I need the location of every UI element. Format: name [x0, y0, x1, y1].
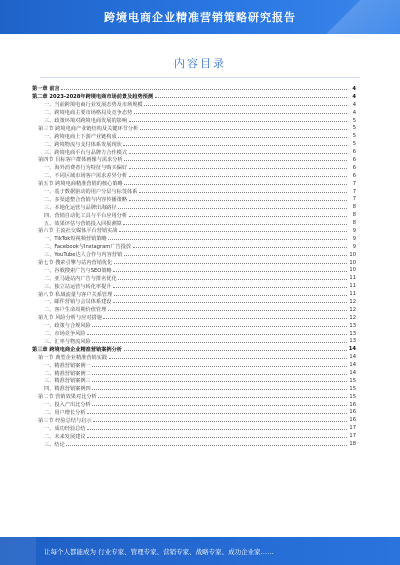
- toc-entry-label: 一、谷歌搜索广告与SEO策略: [44, 267, 112, 274]
- toc-leader-dots: [92, 389, 346, 390]
- toc-entry-label: 五、效果评估与营销投入回报测算: [44, 220, 122, 227]
- toc-entry-page: 5: [352, 141, 356, 148]
- toc-leader-dots: [155, 97, 347, 98]
- toc-entry[interactable]: [32, 211, 356, 219]
- toc-entry-page: 6: [352, 149, 356, 156]
- toc-entry[interactable]: [32, 282, 356, 290]
- toc-entry-page: 12: [349, 314, 356, 321]
- toc-entry[interactable]: [32, 322, 356, 330]
- toc-leader-dots: [124, 350, 347, 351]
- toc-entry[interactable]: [32, 345, 356, 353]
- toc-entry[interactable]: [32, 156, 356, 164]
- toc-leader-dots: [92, 342, 346, 343]
- toc-entry-page: 15: [349, 385, 356, 392]
- toc-entry-page: 17: [349, 425, 356, 432]
- toc-leader-dots: [124, 184, 346, 185]
- toc-leader-dots: [124, 160, 346, 161]
- toc-entry-page: 8: [352, 212, 356, 219]
- toc-entry-page: 5: [352, 133, 356, 140]
- toc-entry[interactable]: [32, 251, 356, 259]
- toc-entry-page: 6: [352, 164, 356, 171]
- toc-entry[interactable]: [32, 298, 356, 306]
- toc-leader-dots: [113, 271, 346, 272]
- toc-entry[interactable]: [32, 243, 356, 251]
- toc-leader-dots: [92, 381, 346, 382]
- toc-entry-label: 三、独立站运营与转化率提升: [44, 283, 112, 290]
- toc-leader-dots: [134, 113, 347, 114]
- toc-entry-page: 4: [352, 109, 356, 116]
- toc-leader-dots: [123, 224, 346, 225]
- toc-entry[interactable]: [32, 140, 356, 148]
- toc-entry[interactable]: [32, 393, 356, 401]
- toc-entry[interactable]: [32, 93, 356, 101]
- toc-entry-label: 一、当前跨境电商行业发展态势及市场规模: [44, 102, 143, 109]
- toc-entry-page: 10: [349, 251, 356, 258]
- toc-entry-label: 第八节 私域流量与客户关系管理: [38, 291, 113, 298]
- footer-accent: [0, 537, 36, 565]
- toc-entry-label: 第二节 营销效果对比分析: [38, 394, 97, 401]
- toc-leader-dots: [87, 429, 346, 430]
- toc-entry-label: 二、跨境物流与支付体系发展现状: [44, 141, 122, 148]
- toc-entry-page: 15: [349, 377, 356, 384]
- toc-entry-label: 第三节 跨境电商产业链结构及关键环节分析: [38, 125, 139, 132]
- toc-leader-dots: [109, 358, 347, 359]
- toc-entry[interactable]: [32, 235, 356, 243]
- toc-entry-label: 一、TikTok短视频营销策略: [44, 236, 107, 243]
- toc-entry-label: 二、Facebook与Instagram广告投放: [44, 244, 132, 251]
- toc-leader-dots: [129, 216, 347, 217]
- toc-entry[interactable]: [32, 314, 356, 322]
- toc-entry-label: 二、跨境电商主要市场格局及竞争态势: [44, 110, 133, 117]
- toc-leader-dots: [129, 176, 347, 177]
- toc-entry-label: 第三章 跨境电商企业精准营销案例分析: [32, 346, 122, 353]
- toc-entry[interactable]: [32, 416, 356, 424]
- toc-leader-dots: [124, 255, 347, 256]
- toc-entry[interactable]: [32, 330, 356, 338]
- toc-entry-label: 三、跨境电商平台与品牌方合作模式: [44, 149, 128, 156]
- page-footer: [0, 537, 400, 565]
- toc-entry[interactable]: [32, 219, 356, 227]
- toc-entry-page: 16: [349, 409, 356, 416]
- toc-leader-dots: [123, 145, 346, 146]
- toc-entry[interactable]: [32, 180, 356, 188]
- toc-entry-page: 9: [352, 235, 356, 242]
- toc-entry-page: 7: [352, 196, 356, 203]
- toc-leader-dots: [113, 302, 347, 303]
- toc-entry-page: 13: [349, 330, 356, 337]
- toc-entry-page: 14: [349, 370, 356, 376]
- toc-entry[interactable]: [32, 172, 356, 180]
- toc-entry-page: 14: [348, 346, 356, 353]
- toc-entry[interactable]: [32, 385, 356, 393]
- toc-entry[interactable]: [32, 424, 356, 432]
- toc-entry-page: 13: [349, 338, 356, 345]
- toc-leader-dots: [144, 105, 346, 106]
- toc-leader-dots: [129, 200, 347, 201]
- toc-entry-page: 15: [349, 393, 356, 400]
- toc-entry-page: 16: [349, 401, 356, 408]
- toc-entry-label: 三、精准营销案例三: [44, 378, 91, 385]
- toc-leader-dots: [113, 287, 347, 288]
- toc-entry-page: 18: [349, 441, 356, 448]
- toc-entry-label: 三、结论: [44, 441, 65, 448]
- toc-entry[interactable]: [32, 203, 356, 211]
- toc-entry-label: 二、精准营销案例二: [44, 370, 91, 377]
- table-of-contents: [32, 85, 356, 448]
- toc-leader-dots: [140, 129, 347, 130]
- toc-entry[interactable]: [32, 124, 356, 132]
- toc-entry-page: 10: [349, 259, 356, 266]
- toc-leader-dots: [114, 295, 347, 296]
- toc-entry-page: 11: [349, 291, 356, 298]
- footer-slogan: 让每个人都能成为 行业专家、管理专家、营销专家、战略专家、成功企业家……: [44, 548, 274, 556]
- toc-entry[interactable]: [32, 259, 356, 267]
- toc-entry-label: 第四节 目标客户群体画像与需求分析: [38, 157, 123, 164]
- toc-entry-page: 14: [349, 362, 356, 369]
- toc-leader-dots: [98, 397, 346, 398]
- toc-heading: 内容目录: [174, 57, 226, 70]
- toc-leader-dots: [103, 318, 346, 319]
- toc-entry-label: 第九节 风险分析与应对措施: [38, 315, 102, 322]
- toc-leader-dots: [118, 208, 346, 209]
- toc-entry-label: 一、基于数据驱动的用户分层与标签体系: [44, 189, 138, 196]
- toc-leader-dots: [93, 421, 346, 422]
- toc-entry-label: 一、邮件营销与会员体系建设: [44, 299, 112, 306]
- toc-leader-dots: [108, 310, 347, 311]
- toc-entry-page: 4: [352, 101, 356, 108]
- toc-entry[interactable]: [32, 85, 356, 93]
- toc-entry[interactable]: [32, 188, 356, 196]
- toc-leader-dots: [92, 366, 346, 367]
- toc-entry-label: 四、精准营销案例四: [44, 386, 91, 393]
- toc-leader-dots: [92, 326, 346, 327]
- toc-entry-page: 6: [352, 156, 356, 163]
- toc-leader-dots: [108, 239, 346, 240]
- toc-leader-dots: [66, 445, 346, 446]
- toc-divider: [40, 77, 360, 78]
- toc-entry-label: 二、客户生命周期价值管理: [44, 307, 107, 314]
- toc-entry-page: 9: [352, 227, 356, 234]
- report-title: 跨境电商企业精准营销策略研究报告: [104, 11, 296, 24]
- toc-entry[interactable]: [32, 227, 356, 235]
- toc-entry-label: 三、政策环境对跨境电商发展的影响: [44, 118, 128, 124]
- toc-entry-page: 7: [352, 188, 356, 195]
- toc-leader-dots: [129, 153, 347, 154]
- toc-leader-dots: [139, 192, 347, 193]
- toc-entry[interactable]: [32, 361, 356, 369]
- toc-entry[interactable]: [32, 109, 356, 117]
- toc-entry-page: 8: [352, 204, 356, 211]
- toc-entry-page: 11: [349, 283, 356, 290]
- toc-entry-label: 三、YouTube达人合作与内容营销: [44, 252, 123, 259]
- toc-entry[interactable]: [32, 353, 356, 361]
- toc-entry[interactable]: [32, 338, 356, 346]
- toc-entry-page: 7: [352, 180, 356, 187]
- toc-entry-label: 第一章 前言: [32, 86, 60, 93]
- toc-leader-dots: [118, 137, 346, 138]
- toc-entry-label: 第三节 经验总结与启示: [38, 417, 92, 424]
- toc-entry[interactable]: [32, 195, 356, 203]
- toc-leader-dots: [61, 89, 346, 90]
- toc-entry[interactable]: [32, 274, 356, 282]
- toc-entry-page: 17: [349, 433, 356, 440]
- toc-entry-page: 6: [352, 172, 356, 179]
- toc-entry-label: 一、投入产出比分析: [44, 402, 91, 409]
- toc-entry[interactable]: [32, 377, 356, 385]
- toc-leader-dots: [114, 263, 347, 264]
- toc-entry-page: 5: [352, 117, 356, 124]
- toc-entry[interactable]: [32, 148, 356, 156]
- report-header: [0, 0, 400, 34]
- toc-entry-label: 三、本地化运营与品牌出海路径: [44, 204, 117, 211]
- toc-entry-page: 12: [349, 298, 356, 305]
- toc-entry[interactable]: [32, 266, 356, 274]
- toc-entry[interactable]: [32, 432, 356, 440]
- toc-entry-label: 二、亚马逊站内广告与排名优化: [44, 275, 117, 282]
- toc-entry-label: 第一节 典型企业精准营销实践: [38, 354, 108, 361]
- toc-entry-label: 二、用户增长分析: [44, 409, 86, 416]
- toc-entry-page: 16: [349, 417, 356, 424]
- toc-entry-page: 14: [349, 354, 356, 361]
- toc-entry-label: 四、营销自动化工具与平台应用分析: [44, 212, 128, 219]
- toc-entry-label: 二、市场竞争风险: [44, 331, 86, 338]
- toc-leader-dots: [129, 121, 347, 122]
- toc-entry-label: 一、海外消费者行为特征与购买偏好: [44, 165, 128, 172]
- toc-leader-dots: [119, 231, 347, 232]
- toc-entry[interactable]: [32, 306, 356, 314]
- toc-entry-label: 二、未来发展建议: [44, 433, 86, 440]
- toc-entry-label: 一、政策与合规风险: [44, 323, 91, 330]
- toc-entry[interactable]: [32, 117, 356, 125]
- toc-entry-label: 三、汇率与物流风险: [44, 338, 91, 345]
- toc-entry-page: 4: [352, 93, 356, 100]
- toc-entry[interactable]: [32, 290, 356, 298]
- toc-entry-page: 12: [349, 306, 356, 313]
- toc-leader-dots: [92, 374, 346, 375]
- toc-entry-label: 第六节 主流社交媒体平台营销实战: [38, 228, 118, 235]
- toc-entry-label: 第二章 2023-2028年跨境电商市场前景及趋势预测: [32, 94, 154, 101]
- toc-leader-dots: [118, 279, 346, 280]
- toc-entry-label: 二、不同区域市场客户需求差异分析: [44, 173, 128, 180]
- toc-entry-page: 11: [349, 275, 356, 282]
- toc-leader-dots: [92, 405, 346, 406]
- toc-entry[interactable]: [32, 401, 356, 409]
- toc-entry-page: 5: [352, 125, 356, 132]
- toc-leader-dots: [87, 413, 346, 414]
- toc-leader-dots: [87, 437, 346, 438]
- toc-entry-label: 第七节 搜索引擎与站内营销优化: [38, 260, 113, 267]
- toc-leader-dots: [133, 247, 347, 248]
- toc-entry-page: 9: [352, 243, 356, 250]
- toc-entry-label: 一、精准营销案例一: [44, 362, 91, 369]
- toc-entry-page: 13: [349, 322, 356, 329]
- toc-entry-label: 一、跨境电商上下游产业链构成: [44, 133, 117, 140]
- toc-entry-page: 4: [352, 85, 356, 92]
- toc-entry[interactable]: [32, 164, 356, 172]
- toc-entry[interactable]: [32, 440, 356, 448]
- toc-entry[interactable]: [32, 409, 356, 417]
- toc-entry-page: 10: [349, 267, 356, 274]
- toc-entry-label: 二、多渠道整合营销与内容传播策略: [44, 196, 128, 203]
- toc-entry[interactable]: [32, 101, 356, 109]
- toc-entry-label: 第五节 跨境电商精准营销的核心策略: [38, 181, 123, 188]
- toc-entry-label: 一、成功经验总结: [44, 425, 86, 432]
- toc-entry-page: 8: [352, 220, 356, 227]
- toc-leader-dots: [87, 334, 346, 335]
- toc-entry[interactable]: [32, 132, 356, 140]
- toc-entry[interactable]: [32, 369, 356, 377]
- toc-leader-dots: [129, 168, 347, 169]
